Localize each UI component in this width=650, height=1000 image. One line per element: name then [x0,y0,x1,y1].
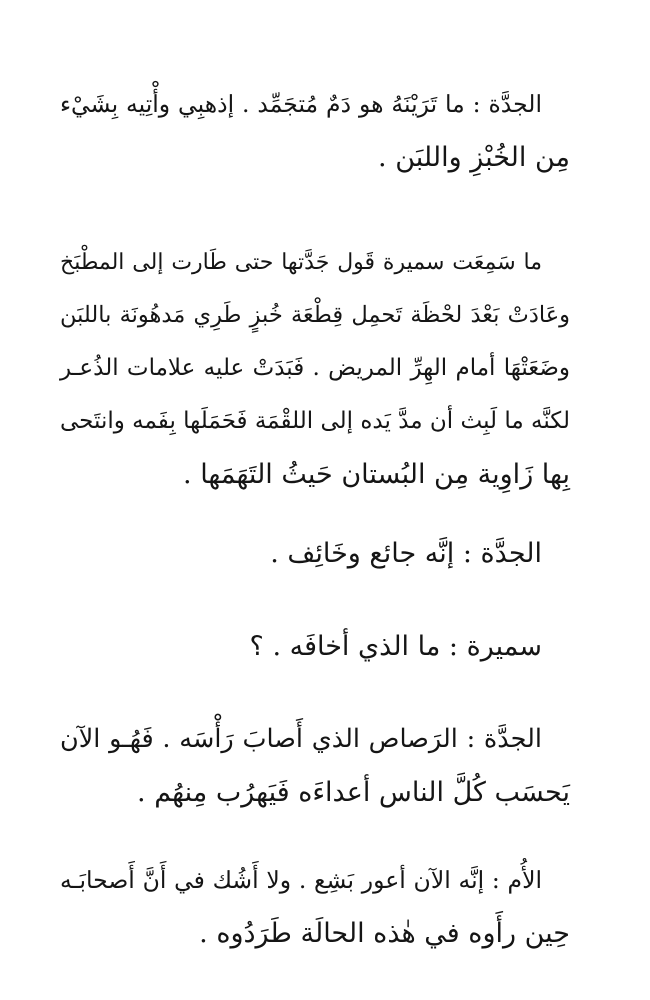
text-line: يَحسَب كُلَّ الناس أعداءَه فَيَهرُب مِنهُم . [137,777,570,808]
dialogue-mother [60,854,570,960]
text-line: بِها زَاوِية مِن البُستان حَيثُ التَهَمَها . [183,459,570,490]
dialogue-samira [60,620,570,673]
text-line: الجدَّة : إنَّه جائع وخَائِف . [270,538,542,569]
text-line: لكنَّه ما لَبِث أن مدَّ يَده إلى اللقْمَة فَحَمَلَها بِفَمه وانتَحى [60,408,570,434]
dialogue-grandmother-3 [60,713,570,819]
dialogue-grandmother-2 [60,527,570,580]
text-line: الجدَّة : الرَصاص الذي أَصابَ رَأْسَه . فَهُـو الآن [60,724,542,754]
text-line: ما سَمِعَت سميرة قَول جَدَّتها حتى طَارت إلى المطْبَخ [60,250,542,275]
text-line: سميرة : ما الذي أخافَه . ؟ [249,631,542,662]
text-line: حِين رأَوه في هٰذه الحالَة طَرَدُوه . [199,918,570,949]
text-line: وعَادَتْ بَعْدَ لحْظَة تَحمِل قِطْعَة خُبزٍ طَرِي مَدهُونَة باللبَن [60,302,570,328]
text-line: وضَعَتْهَا أمام الهِرِّ المريض . فَبَدَتْ عليه علامات الذُعـر [60,355,570,381]
dialogue-grandmother-1 [60,78,570,184]
text-line: الجدَّة : ما تَرَيْنَهُ هو دَمٌ مُتجَمِّد . إذهبِي وأْتِيه بِشَيْء [60,90,542,118]
text-line: مِن الخُبْزِ واللبَن . [378,142,570,173]
narrative-paragraph [60,236,570,501]
text-line: الأُم : إنَّه الآن أعور بَشِع . ولا أَشُك في أَنَّ أَصحابَـه [60,866,542,894]
